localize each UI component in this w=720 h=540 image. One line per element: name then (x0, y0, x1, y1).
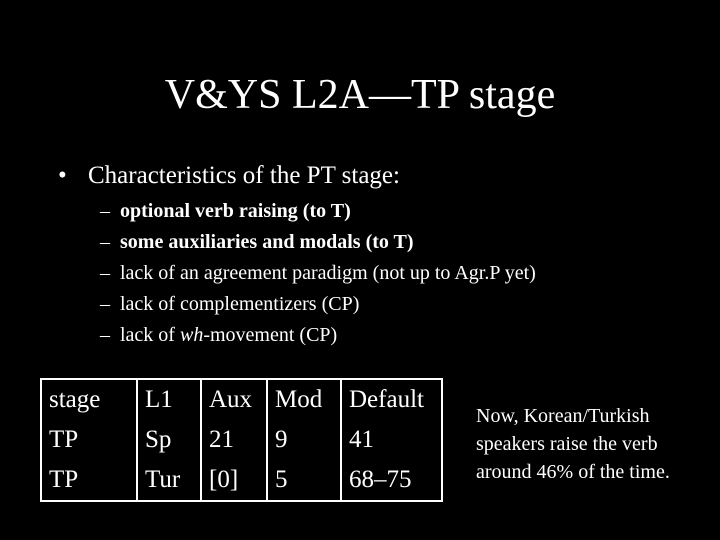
list-item-text-italic: wh (179, 324, 204, 346)
table-row (41, 460, 442, 501)
side-note (476, 402, 712, 486)
list-item (100, 260, 536, 291)
list-item (100, 229, 536, 260)
table-header-cell: L1 (137, 379, 201, 420)
table-header-cell: Mod (267, 379, 341, 420)
slide-title: V&YS L2A—TP stage (164, 72, 556, 118)
list-item (100, 291, 536, 322)
verb-raising-table (40, 378, 443, 502)
main-bullet-text: Characteristics of the PT stage: (88, 162, 400, 189)
table-cell: 41 (341, 420, 442, 460)
side-note-line: around 46% of the time. (476, 461, 670, 483)
table-header-cell: Default (341, 379, 442, 420)
table-row (41, 420, 442, 460)
list-item-text: -movement (CP) (203, 324, 338, 346)
table-cell: 68–75 (341, 460, 442, 501)
list-item (100, 322, 536, 353)
main-bullet (58, 160, 400, 192)
bullet-marker: • (58, 162, 67, 189)
table-cell: TP (41, 460, 137, 501)
side-note-line: speakers raise the verb (476, 433, 658, 455)
table-cell: [0] (201, 460, 267, 501)
list-item-text: lack of an agreement paradigm (not up to Agr.P yet) (120, 262, 536, 284)
list-item-text: lack of complementizers (CP) (120, 293, 360, 315)
table-cell: Sp (137, 420, 201, 460)
table-cell: 21 (201, 420, 267, 460)
list-item (100, 198, 536, 229)
dash-marker: – (100, 293, 110, 315)
table-header-cell: stage (41, 379, 137, 420)
list-item-text: lack of (120, 324, 180, 346)
dash-marker: – (100, 324, 110, 346)
table-cell: Tur (137, 460, 201, 501)
table-cell: 5 (267, 460, 341, 501)
table-header-cell: Aux (201, 379, 267, 420)
list-item-text: optional verb raising (to T) (120, 200, 351, 222)
dash-marker: – (100, 200, 110, 222)
table-cell: TP (41, 420, 137, 460)
dash-marker: – (100, 262, 110, 284)
characteristics-list (100, 198, 536, 353)
list-item-text: some auxiliaries and modals (to T) (120, 231, 414, 253)
dash-marker: – (100, 231, 110, 253)
table-cell: 9 (267, 420, 341, 460)
side-note-line: Now, Korean/Turkish (476, 405, 650, 427)
table-header-row (41, 379, 442, 420)
